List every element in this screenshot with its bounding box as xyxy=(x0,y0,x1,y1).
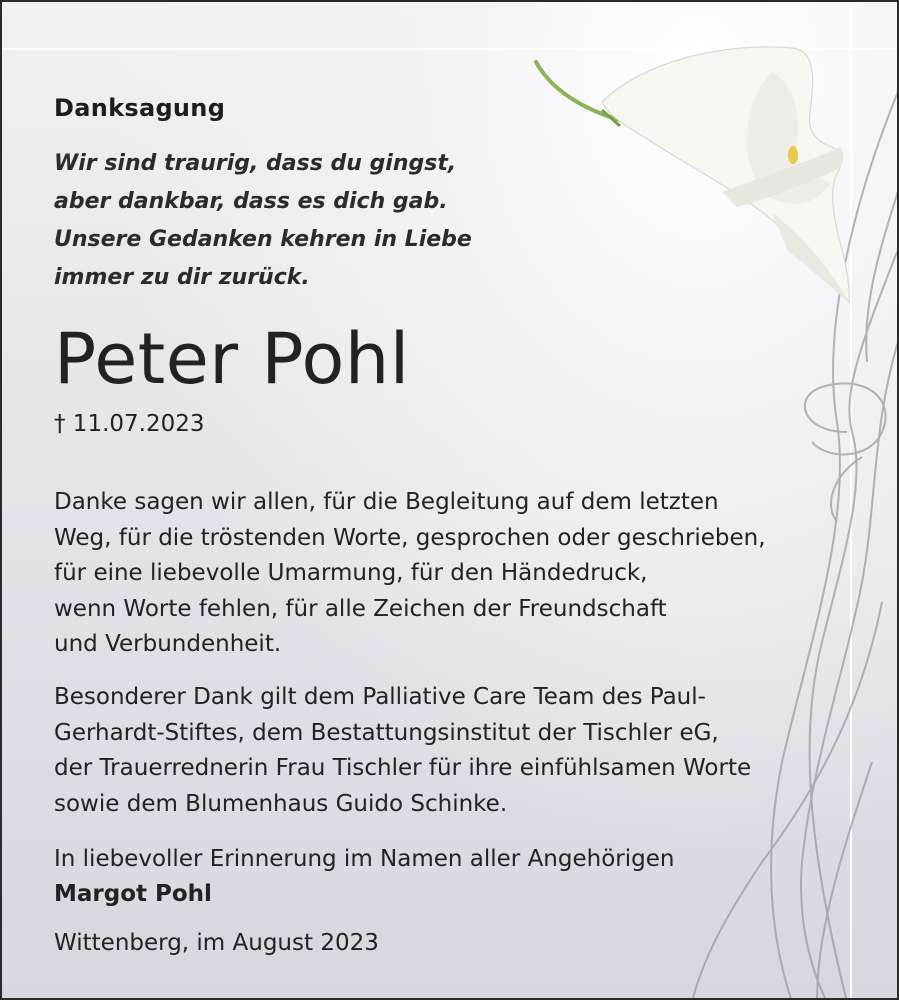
paragraph-line: und Verbundenheit. xyxy=(54,631,282,657)
frame-line-horizontal xyxy=(2,48,897,50)
quote-line: Wir sind traurig, dass du gingst, xyxy=(54,151,457,176)
paragraph-line: Danke sagen wir allen, für die Begleitung auf dem letzten xyxy=(54,489,719,515)
paragraph-line: Besonderer Dank gilt dem Palliative Care Team des Paul- xyxy=(54,684,706,710)
deceased-name: Peter Pohl xyxy=(54,318,410,400)
calla-lily-icon xyxy=(536,47,849,302)
paragraph-line: für eine liebevolle Umarmung, für den Händedruck, xyxy=(54,560,648,586)
paragraph-line: wenn Worte fehlen, für alle Zeichen der Freundschaft xyxy=(54,595,667,622)
paragraph-line: Weg, für die tröstenden Worte, gesprochen oder geschrieben, xyxy=(54,524,766,551)
memorial-quote xyxy=(54,145,472,297)
frame-line-vertical xyxy=(850,2,852,998)
special-thanks-paragraph xyxy=(54,680,751,822)
paragraph-line: Gerhardt-Stiftes, dem Bestattungsinstitut der Tischler eG, xyxy=(54,719,719,746)
signature-block xyxy=(54,842,674,912)
closing-line: In liebevoller Erinnerung im Namen aller Angehörigen xyxy=(54,846,675,872)
place-and-date: Wittenberg, im August 2023 xyxy=(54,930,379,956)
quote-line: Unsere Gedanken kehren in Liebe xyxy=(54,227,472,252)
signer-name: Margot Pohl xyxy=(54,881,212,907)
paragraph-line: sowie dem Blumenhaus Guido Schinke. xyxy=(54,790,508,817)
paragraph-line: der Trauerrednerin Frau Tischler für ihre einfühlsamen Worte xyxy=(54,755,752,781)
quote-line: immer zu dir zurück. xyxy=(54,265,310,290)
quote-line: aber dankbar, dass es dich gab. xyxy=(54,189,448,214)
thanks-paragraph xyxy=(54,485,766,663)
death-date: † 11.07.2023 xyxy=(54,411,205,437)
notice-heading: Danksagung xyxy=(54,94,226,122)
